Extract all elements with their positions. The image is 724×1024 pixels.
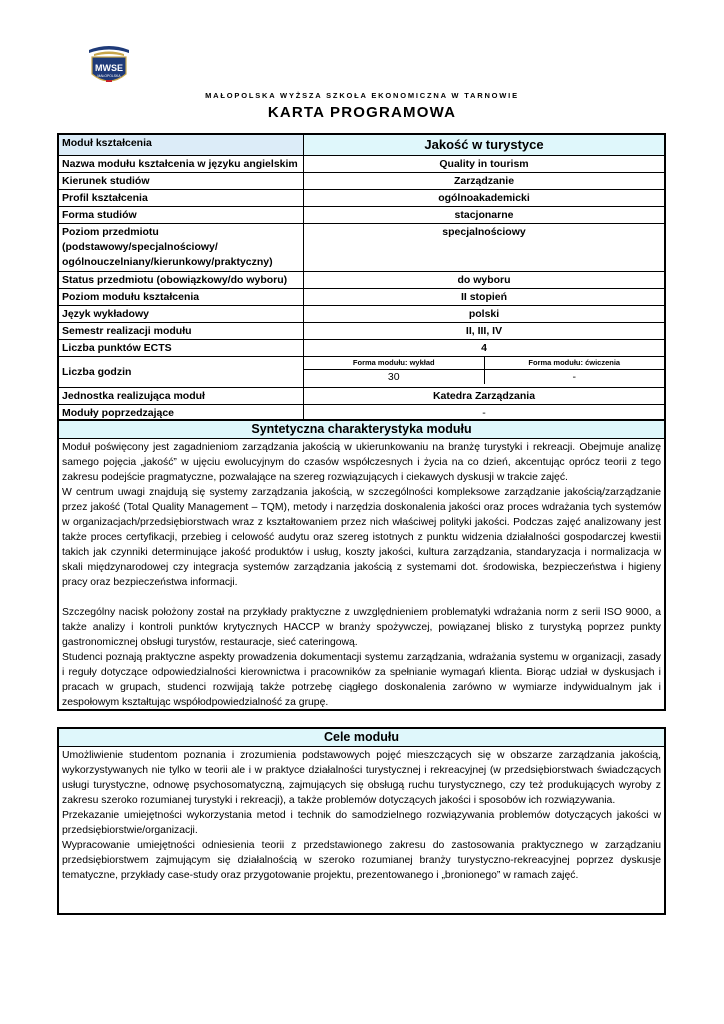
table-row	[59, 190, 664, 207]
row-label: Semestr realizacji modułu	[59, 323, 304, 339]
row-value: II, III, IV	[465, 325, 503, 337]
exercise-hours: -	[484, 370, 665, 384]
row-label: Profil kształcenia	[59, 190, 304, 206]
paragraph: W centrum uwagi znajdują się systemy zarządzania jakością, w szczególności kompleksowe zarządzanie jakością/zarządzanie przez jakość (Total Quality Management – TQM), metody i narzędzia doskonalenia jakości oraz proces wdrażania tych systemów w organizacjach/przedsiębiorstwach wraz z kształtowaniem przez nich właściwej polityki jakości. Podczas zajęć analizowany jest także proces certyfikacji, przebieg i celowość audytu oraz szereg istotnych z punktu widzenia działalności gospodarczej kwestii takich jak czynniki determinujące jakość produktów i usług, koszty jakości, kultura zarządzania, standaryzacja i normalizacja w skali międzynarodowej czy integracja systemów zarządzania jakością z systemami dot. środowiska, bezpieczeństwa i higieny pracy oraz bezpieczeństwa informacji.	[62, 487, 661, 588]
goals-section	[57, 727, 666, 915]
row-label: Nazwa modułu kształcenia w języku angielskim	[59, 156, 304, 172]
lecture-header: Forma modułu: wykład	[352, 358, 435, 367]
row-label-line: Poziom przedmiotu	[62, 226, 159, 238]
paragraph: Umożliwienie studentom poznania i zrozumienia podstawowych pojęć mieszczących się w obszarze zarządzania jakością, wykorzystywanych nie tylko w teorii ale i w praktyce działalności turystycznej i rekreacyjnej (w przedsiębiorstwach świadczących usługi turystyczne, odnowę psychosomatyczną, zajmujących się obsługą ruchu turystycznego, czy też produkujących wyroby z zakresu szeroko rozumianej turystyki i rekreacji), a także problemów dotyczących jakości i sposobów ich rozwiązywania.	[62, 750, 661, 806]
row-value: Katedra Zarządzania	[432, 390, 536, 402]
row-label: Forma studiów	[59, 207, 304, 223]
row-label: Poziom modułu kształcenia	[59, 289, 304, 305]
row-value: specjalnościowy	[442, 226, 526, 238]
module-info-table	[57, 133, 666, 423]
row-label: Moduły poprzedzające	[59, 405, 304, 421]
row-value: Zarządzanie	[453, 175, 515, 187]
paragraph: Szczególny nacisk położony został na przykłady praktyczne z uwzględnieniem problematyki wdrażania norm z serii ISO 9000, a także analizy i kontroli punktów krytycznych HACCP w branży spożywczej, powiązanej blisko z turystyką poprzez punkty gastronomicznej obsługi turystów, restauracje, sieć cateringową.	[62, 607, 661, 648]
row-value: polski	[468, 308, 500, 320]
row-label: Kierunek studiów	[59, 173, 304, 189]
mwse-logo	[86, 44, 132, 88]
table-row	[59, 156, 664, 173]
paragraph: Przekazanie umiejętności wykorzystania metod i technik do samodzielnego rozwiązywania problemów dotyczących jakości w przedsiębiorstwie/organizacji.	[62, 810, 661, 836]
section-title: Syntetyczna charakterystyka modułu	[59, 421, 664, 439]
document-title: KARTA PROGRAMOWA	[267, 104, 457, 121]
table-row	[59, 224, 664, 272]
svg-text:MWSE: MWSE	[95, 63, 123, 73]
row-label	[59, 224, 304, 271]
hours-cells	[304, 357, 664, 387]
hours-row	[59, 357, 664, 388]
table-row	[59, 289, 664, 306]
table-row	[59, 173, 664, 190]
paragraph: Studenci poznają praktyczne aspekty prowadzenia dokumentacji systemu zarządzania, wdrażania systemu w organizacji, zasady i reguły dotyczące odpowiedzialności kierownictwa i pracowników za spełnianie wymagań klienta. Biorąc udział w dyskusjach i pracach w grupach, studenci rozwijają także potrzebę ciągłego doskonalenia zarówno w wymiarze indywidualnym jak i zespołowym kształtując współodpowiedzialność za grupę.	[62, 652, 661, 708]
table-row	[59, 323, 664, 340]
characteristics-section	[57, 419, 666, 711]
paragraph: Moduł poświęcony jest zagadnieniom zarządzania jakością w ukierunkowaniu na branżę turystyki i rekreacji. Obejmuje analizę samego pojęcia „jakość” w ujęciu ewolucyjnym do czasów współczesnych i życia na co dzień, akcentując oprócz teorii z tego zakresu podejście pragmatyczne, pozwalające na szereg rozwiązujących i ciekawych dyskusji w trakcie zajęć.	[62, 442, 661, 483]
row-label: Liczba punktów ECTS	[59, 340, 304, 356]
mwse-logo-icon	[86, 44, 132, 88]
svg-text:MAŁOPOLSKA: MAŁOPOLSKA	[97, 74, 121, 78]
lecture-hours: 30	[387, 371, 400, 383]
table-row	[59, 207, 664, 224]
row-value: ogólnoakademicki	[438, 192, 530, 204]
table-row	[59, 340, 664, 357]
row-value: do wyboru	[457, 274, 511, 286]
paragraph: Wypracowanie umiejętności odniesienia teorii z przedstawionego zakresu do zastosowania praktycznego w zarządzaniu przedsiębiorstwem zajmującym się działalnością w szeroko rozumianej branży turystyczno-rekreacyjnej poprzez dyskusje tematyczne, przykłady case-study oraz przygotowanie projektu, prezentowanego i „bronionego” w ramach zajęć.	[62, 840, 661, 881]
section-title: Cele modułu	[59, 729, 664, 747]
row-value: Quality in tourism	[439, 158, 529, 170]
row-label: Język wykładowy	[59, 306, 304, 322]
table-row	[59, 388, 664, 405]
section-body	[59, 439, 664, 712]
table-row	[59, 272, 664, 289]
section-body	[59, 747, 664, 885]
row-value: stacjonarne	[454, 209, 514, 221]
row-value: -	[482, 407, 486, 419]
row-value: 4	[481, 342, 487, 354]
row-value: II stopień	[460, 291, 508, 303]
row-label-line: ogólnouczelniany/kierunkowy/praktyczny)	[62, 256, 273, 268]
table-row	[59, 135, 664, 156]
row-label: Jednostka realizująca moduł	[59, 388, 304, 404]
row-label: Liczba godzin	[59, 357, 304, 387]
module-label: Moduł kształcenia	[59, 135, 304, 155]
module-name: Jakość w turystyce	[304, 135, 664, 155]
institution-name: MAŁOPOLSKA WYŻSZA SZKOŁA EKONOMICZNA W TARNOWIE	[205, 91, 519, 100]
exercise-header: Forma modułu: ćwiczenia	[484, 357, 665, 369]
row-label-line: (podstawowy/specjalnościowy/	[62, 241, 218, 253]
row-label: Status przedmiotu (obowiązkowy/do wyboru)	[59, 272, 304, 288]
table-row	[59, 306, 664, 323]
